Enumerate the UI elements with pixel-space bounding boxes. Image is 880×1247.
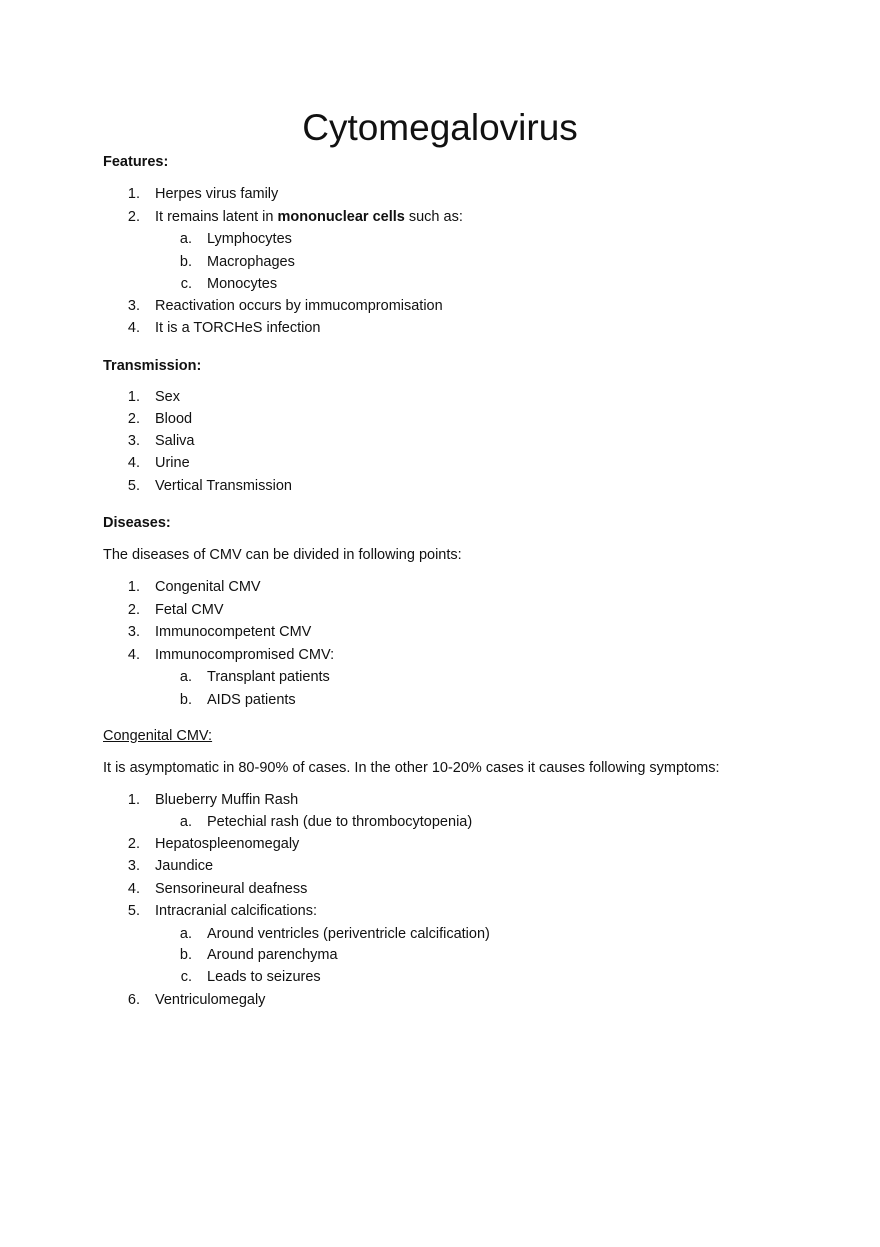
sublist-item-letter: b. xyxy=(179,254,192,270)
list-item-number: 3. xyxy=(127,298,140,314)
list-item: Sensorineural deafness xyxy=(155,881,308,897)
sublist-item-letter: b. xyxy=(179,947,192,963)
list-item: Reactivation occurs by immucompromisation xyxy=(155,298,443,314)
sublist-item: Around ventricles (periventricle calcification) xyxy=(207,926,490,942)
list-item: Urine xyxy=(155,455,190,471)
congenital-intro: It is asymptomatic in 80-90% of cases. In the other 10-20% cases it causes following symptoms: xyxy=(103,760,720,776)
list-item-number: 2. xyxy=(127,836,140,852)
list-item: Blood xyxy=(155,411,193,427)
list-item: Intracranial calcifications: xyxy=(155,903,317,919)
sublist-item: Monocytes xyxy=(207,276,278,292)
list-item-number: 3. xyxy=(127,624,140,640)
list-item-number: 5. xyxy=(127,478,140,494)
list-item-number: 6. xyxy=(127,992,140,1008)
sublist-item-letter: a. xyxy=(179,814,192,830)
list-item-number: 4. xyxy=(127,455,140,471)
list-item-number: 2. xyxy=(127,209,140,225)
list-item: Immunocompromised CMV: xyxy=(155,647,335,663)
list-item: Blueberry Muffin Rash xyxy=(155,792,299,808)
list-item-number: 1. xyxy=(127,389,140,405)
list-item-number: 5. xyxy=(127,903,140,919)
congenital-heading: Congenital CMV: xyxy=(103,728,213,744)
features-heading: Features: xyxy=(103,154,169,170)
page-title: Cytomegalovirus xyxy=(302,107,578,148)
sublist-item-letter: a. xyxy=(179,231,192,247)
list-item: Fetal CMV xyxy=(155,602,224,618)
list-item-number: 3. xyxy=(127,858,140,874)
sublist-item: Lymphocytes xyxy=(207,231,292,247)
list-item: Hepatospleenomegaly xyxy=(155,836,300,852)
list-item xyxy=(155,208,463,226)
list-item: It is a TORCHeS infection xyxy=(155,320,321,336)
list-item-number: 1. xyxy=(127,186,140,202)
sublist-item-letter: b. xyxy=(179,692,192,708)
diseases-intro: The diseases of CMV can be divided in following points: xyxy=(103,547,462,563)
sublist-item: Leads to seizures xyxy=(207,969,321,985)
diseases-heading: Diseases: xyxy=(103,515,171,531)
sublist-item: Petechial rash (due to thrombocytopenia) xyxy=(207,814,473,830)
sublist-item: Transplant patients xyxy=(207,669,330,685)
list-item: Herpes virus family xyxy=(155,186,279,202)
transmission-heading: Transmission: xyxy=(103,358,202,374)
sublist-item-letter: a. xyxy=(179,926,192,942)
list-item: Ventriculomegaly xyxy=(155,992,266,1008)
list-item: Immunocompetent CMV xyxy=(155,624,312,640)
sublist-item: AIDS patients xyxy=(207,692,296,708)
sublist-item: Macrophages xyxy=(207,254,295,270)
list-item-number: 2. xyxy=(127,411,140,427)
list-item-text: such as: xyxy=(404,209,463,225)
sublist-item: Around parenchyma xyxy=(207,947,338,963)
list-item-number: 4. xyxy=(127,881,140,897)
sublist-item-letter: a. xyxy=(179,669,192,685)
sublist-item-letter: c. xyxy=(180,276,192,292)
list-item-number: 1. xyxy=(127,792,140,808)
list-item: Congenital CMV xyxy=(155,579,261,595)
list-item: Vertical Transmission xyxy=(155,478,292,494)
list-item-bold-text: mononuclear cells xyxy=(277,209,405,225)
list-item: Sex xyxy=(155,389,180,405)
list-item-number: 1. xyxy=(127,579,140,595)
list-item-number: 3. xyxy=(127,433,140,449)
sublist-item-letter: c. xyxy=(180,969,192,985)
list-item: Jaundice xyxy=(155,858,214,874)
list-item-number: 4. xyxy=(127,320,140,336)
list-item: Saliva xyxy=(155,433,195,449)
list-item-text: It remains latent in xyxy=(155,209,278,225)
list-item-number: 4. xyxy=(127,647,140,663)
list-item-number: 2. xyxy=(127,602,140,618)
